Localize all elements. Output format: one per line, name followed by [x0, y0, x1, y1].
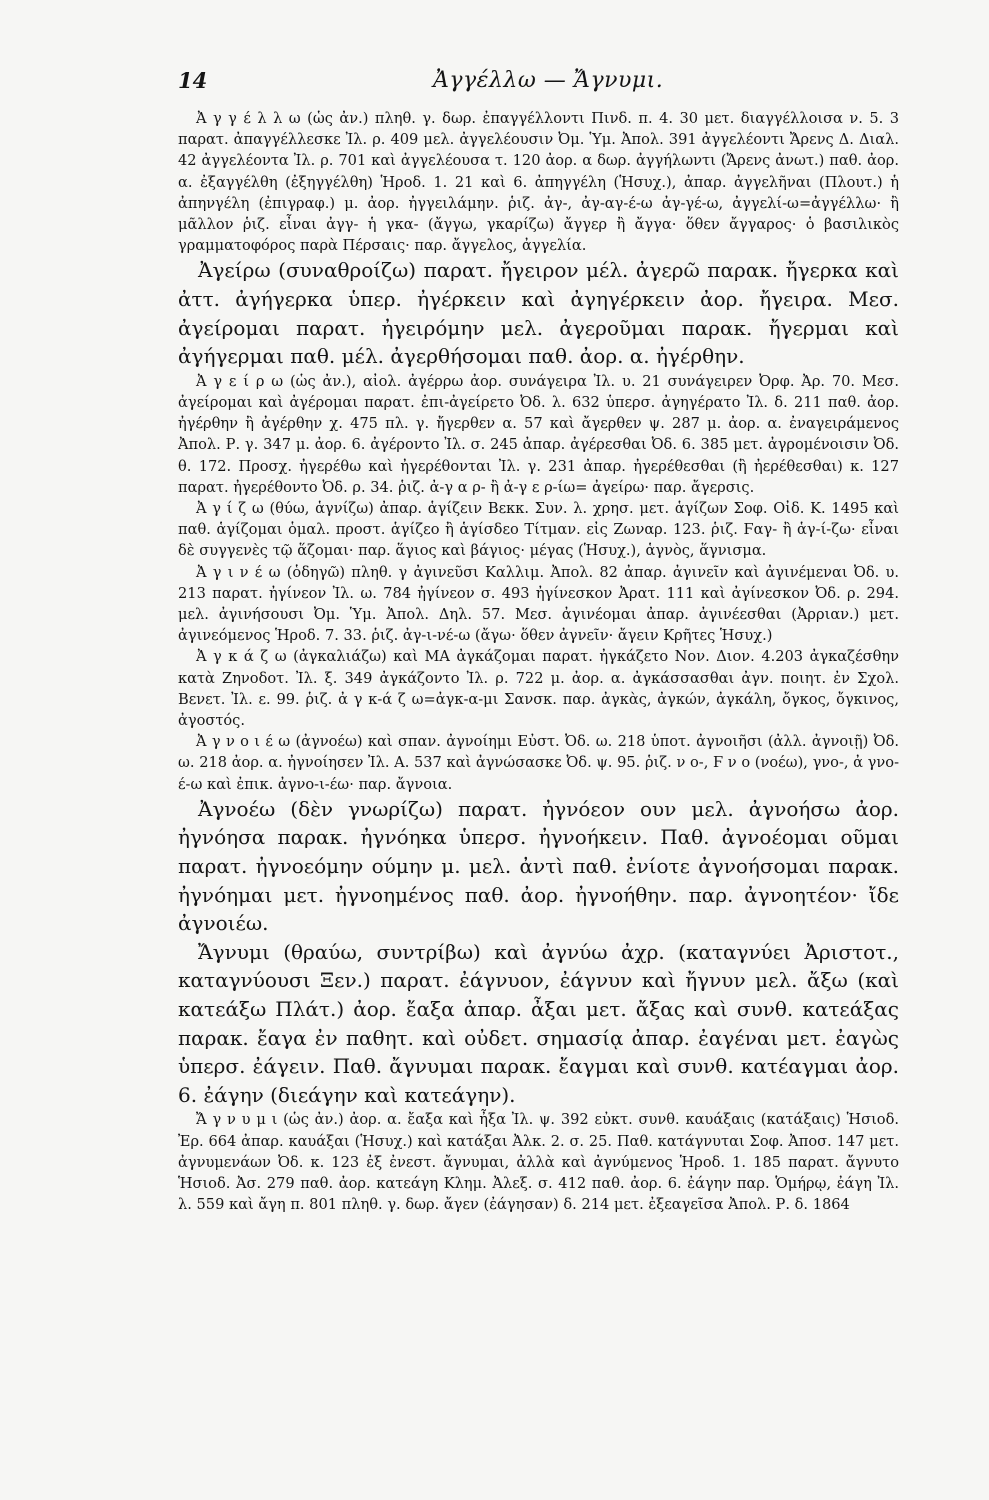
entry-angello-dialect: Ἀ γ γ έ λ λ ω (ὡς ἀν.) πληθ. γ. δωρ. ἐπαγγέλλοντι Πινδ. π. 4. 30 μετ. διαγγέλλοισα ν. 5. 3 παρατ. ἀπαγγέλλεσκε Ἰλ. ρ. 409 μελ. ἀγγελέουσιν Ὀμ. Ὑμ. Ἀπολ. 391 ἀγγελέοντι Ἄρενς Δ. Διαλ. 42 ἀγγελέοντα Ἰλ. ρ. 701 καὶ ἀγγελέουσα τ. 120 ἀορ. α δωρ. ἀγγήλωντι (Ἄρενς ἀνωτ.) παθ. ἀορ. α. ἐξαγγέλθη (ἐξηγγέλθη) Ἡροδ. 1. 21 καὶ 6. ἀπηγγέλη (Ἡσυχ.), ἀπαρ. ἀγγελῆναι (Πλουτ.) ἡ ἀπηνγέλη (ἐπιγραφ.) μ. ἀορ. ἠγγειλάμην. ῥιζ. ἀγ-, ἀγ-αγ-έ-ω ἀγ-γέ-ω, ἀγγελί-ω=ἀγγέλλω· ἢ μᾶλλον ῥιζ. εἶναι ἀγγ- ἡ γκα- (ἄγγω, γκαρίζω) ἄγγερ ἢ ἄγγα· ὅθεν ἄγγαρος· ὁ βασιλικὸς γραμματοφόρος παρὰ Πέρσαις· παρ. ἄγγελος, ἀγγελία.: [178, 110, 899, 255]
entry-agizo: Ἀ γ ί ζ ω (θύω, ἁγνίζω) ἀπαρ. ἁγίζειν Βεκκ. Συν. λ. χρησ. μετ. ἁγίζων Σοφ. Οἰδ. Κ. 1495 καὶ παθ. ἁγίζομαι ὁμαλ. προστ. ἁγίζεο ἢ ἁγίσδεο Τίτμαν. εἰς Ζωναρ. 123. ῥιζ. Ϝαγ- ἢ ἁγ-ί-ζω· εἶναι δὲ συγγενὲς τῷ ἅζομαι· παρ. ἅγιος καὶ βάγιος· μέγας (Ἡσυχ.), ἁγνὸς, ἅγνισμα.: [178, 500, 899, 560]
running-head: Ἀγγέλλω — Ἄγνυμι.: [433, 68, 664, 93]
entry-agnoeo: Ἀγνοέω (δὲν γνωρίζω) παρατ. ἠγνόεον ουν μελ. ἀγνοήσω ἀορ. ἠγνόησα παρακ. ἠγνόηκα ὑπερσ. ἠγνοήκειν. Παθ. ἀγνοέομαι οῦμαι παρατ. ἠγνοεόμην ούμην μ. μελ. ἀντὶ παθ. ἐνίοτε ἀγνοήσομαι παρακ. ἠγνόημαι μετ. ἠγνοημένος παθ. ἀορ. ἠγνοήθην. παρ. ἀγνοητέον· ἴδε ἀγνοιέω.: [178, 796, 899, 936]
entry-agnymi: Ἄγνυμι (θραύω, συντρίβω) καὶ ἀγνύω ἀχρ. (καταγνύει Ἀριστοτ., καταγνύουσι Ξεν.) παρατ. ἐάγνυον, ἐάγνυν καὶ ἤγνυν μελ. ἄξω (καὶ κατεάξω Πλάτ.) ἀορ. ἔαξα ἀπαρ. ἆξαι μετ. ἄξας καὶ συνθ. κατεάξας παρακ. ἔαγα ἐν παθητ. καὶ οὐδετ. σημασίᾳ ἀπαρ. ἐαγέναι μετ. ἐαγὼς ὑπερσ. ἐάγειν. Παθ. ἄγνυμαι παρακ. ἔαγμαι καὶ συνθ. κατέαγμαι ἀορ. 6. ἐάγην (διεάγην καὶ κατεάγην).: [178, 939, 899, 1107]
entry-agnymi-dialect: Ἄ γ ν υ μ ι (ὡς ἀν.) ἀορ. α. ἔαξα καὶ ἦξα Ἰλ. ψ. 392 εὐκτ. συνθ. καυάξαις (κατάξαις) Ἡσιοδ. Ἐρ. 664 ἀπαρ. καυάξαι (Ἡσυχ.) καὶ κατάξαι Ἀλκ. 2. σ. 25. Παθ. κατάγνυται Σοφ. Ἀποσ. 147 μετ. ἀγνυμενάων Ὀδ. κ. 123 ἐξ ἐνεστ. ἄγνυμαι, ἀλλὰ καὶ ἀγνύμενος Ἡροδ. 1. 185 παρατ. ἄγνυτο Ἡσιοδ. Ἀσ. 279 παθ. ἀορ. κατεάγη Κλημ. Ἀλεξ. σ. 412 παθ. ἀορ. 6. ἐάγην παρ. Ὁμήρῳ, ἐάγη Ἰλ. λ. 559 καὶ ἄγη π. 801 πληθ. γ. δωρ. ἄγεν (ἐάγησαν) δ. 214 μετ. ἐξεαγεῖσα Ἀπολ. Ρ. δ. 1864: [178, 1111, 899, 1214]
entry-agkazo: Ἀ γ κ ά ζ ω (ἀγκαλιάζω) καὶ ΜΑ ἀγκάζομαι παρατ. ἠγκάζετο Νον. Διον. 4.203 ἀγκαζέσθην κατὰ Ζηνοδοτ. Ἰλ. ξ. 349 ἀγκάζοντο Ἰλ. ρ. 722 μ. ἀορ. α. ἀγκάσσασθαι ἀγν. ποιητ. ἐν Σχολ. Βενετ. Ἰλ. ε. 99. ῥιζ. ἀ γ κ-ά ζ ω=ἀγκ-α-μι Σανσκ. παρ. ἀγκὰς, ἀγκών, ἀγκάλη, ὄγκος, ὄγκινος, ἀγοστός.: [178, 648, 899, 730]
entry-agnoieo: Ἀ γ ν ο ι έ ω (ἀγνοέω) καὶ σπαν. ἀγνοίημι Εὐστ. Ὀδ. ω. 218 ὑποτ. ἀγνοιῆσι (ἀλλ. ἀγνοιῇ) Ὀδ. ω. 218 ἀορ. α. ἠγνοίησεν Ἰλ. Α. 537 καὶ ἀγνώσασκε Ὀδ. ψ. 95. ῥιζ. ν ο-, Ϝ ν ο (νοέω), γνο-, ἀ γνο-έ-ω καὶ ἐπικ. ἀγνο-ι-έω· παρ. ἄγνοια.: [178, 733, 899, 793]
page-header: [178, 68, 899, 102]
page-number: 14: [178, 68, 208, 93]
entry-ageiro: Ἀγείρω (συναθροίζω) παρατ. ἤγειρον μέλ. ἀγερῶ παρακ. ἤγερκα καὶ ἀττ. ἀγήγερκα ὑπερ. ἠγέρκειν καὶ ἀγηγέρκειν ἀορ. ἤγειρα. Μεσ. ἀγείρομαι παρατ. ἠγειρόμην μελ. ἀγεροῦμαι παρακ. ἤγερμαι καὶ ἀγήγερμαι παθ. μέλ. ἀγερθήσομαι παθ. ἀορ. α. ἠγέρθην.: [178, 258, 899, 369]
entry-ageiro-dialect: Ἀ γ ε ί ρ ω (ὡς ἀν.), αἰολ. ἀγέρρω ἀορ. συνάγειρα Ἰλ. υ. 21 συνάγειρεν Ὀρφ. Ἀρ. 70. Μεσ. ἀγείρομαι καὶ ἀγέρομαι παρατ. ἐπι-ἀγείρετο Ὀδ. λ. 632 ὑπερσ. ἀγηγέρατο Ἰλ. δ. 211 παθ. ἀορ. ἠγέρθην ἢ ἀγέρθην χ. 475 πλ. γ. ἤγερθεν α. 57 καὶ ἄγερθεν ψ. 287 μ. ἀορ. α. ἐναγειράμενος Ἀπολ. Ρ. γ. 347 μ. ἀορ. 6. ἀγέροντο Ἰλ. σ. 245 ἀπαρ. ἀγέρεσθαι Ὀδ. 6. 385 μετ. ἀγρομένοισιν Ὀδ. θ. 172. Προσχ. ἠγερέθω καὶ ἠγερέθονται Ἰλ. γ. 231 ἀπαρ. ἠγερέθεσθαι (ἢ ἠερέθεσθαι) κ. 127 παρατ. ἠγερέθοντο Ὀδ. ρ. 34. ῥιζ. ἀ-γ α ρ- ἢ ἀ-γ ε ρ-ίω= ἀγείρω· παρ. ἄγερσις.: [178, 372, 899, 496]
entry-agineo: Ἀ γ ι ν έ ω (ὁδηγῶ) πληθ. γ ἀγινεῦσι Καλλιμ. Ἀπολ. 82 ἀπαρ. ἀγινεῖν καὶ ἀγινέμεναι Ὀδ. υ. 213 παρατ. ἠγίνεον Ἰλ. ω. 784 ἠγίνεον σ. 493 ἠγίνεσκον Ἀρατ. 111 καὶ ἀγίνεσκον Ὀδ. ρ. 294. μελ. ἀγινήσουσι Ὀμ. Ὑμ. Ἀπολ. Δηλ. 57. Μεσ. ἀγινέομαι ἀπαρ. ἀγινέεσθαι (Ἀρριαν.) μετ. ἀγινεόμενος Ἡροδ. 7. 33. ῥιζ. ἀγ-ι-νέ-ω (ἄγω· ὅθεν ἀγνεῖν· ἄγειν Κρῆτες Ἡσυχ.): [178, 563, 899, 645]
